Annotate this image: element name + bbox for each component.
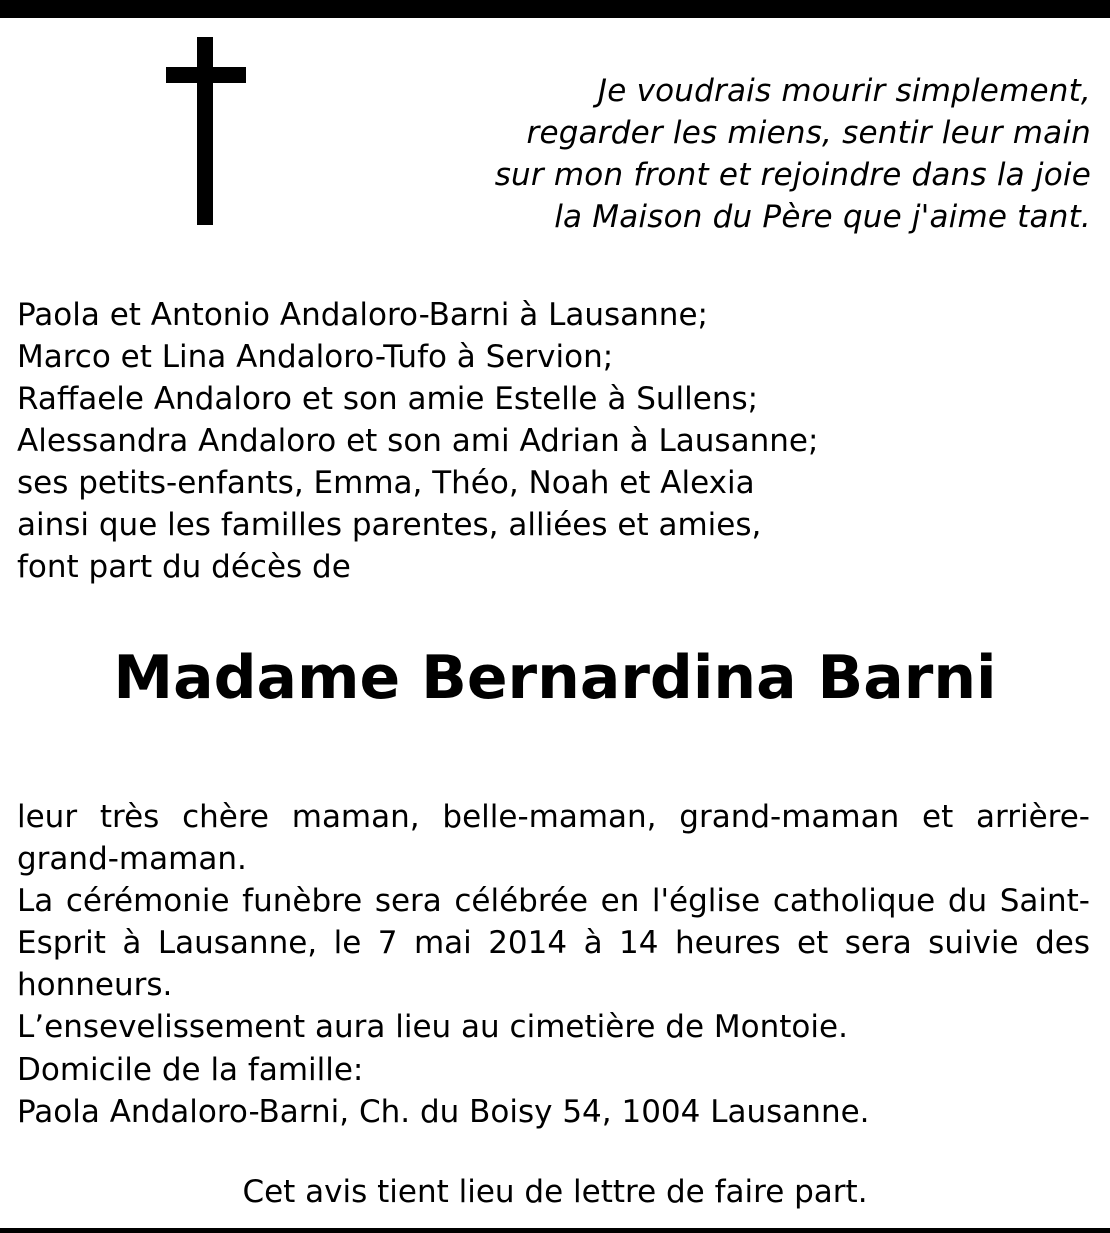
bottom-border <box>0 1228 1110 1233</box>
family-line: ses petits-enfants, Emma, Théo, Noah et Alexia <box>17 465 755 501</box>
family-line: Paola et Antonio Andaloro-Barni à Lausanne; <box>17 297 708 333</box>
family-line: Marco et Lina Andaloro-Tufo à Servion; <box>17 339 614 375</box>
family-list <box>17 294 818 588</box>
domicile-address: Paola Andaloro-Barni, Ch. du Boisy 54, 1004 Lausanne. <box>17 1094 870 1130</box>
relation-text: leur très chère maman, belle-maman, grand-maman et arrière-grand-maman. <box>17 799 1090 877</box>
family-line: Raffaele Andaloro et son amie Estelle à Sullens; <box>17 381 759 417</box>
family-line: ainsi que les familles parentes, alliées et amies, <box>17 507 762 543</box>
burial-text: L’ensevelissement aura lieu au cimetière de Montoie. <box>17 1009 848 1045</box>
cross-icon <box>166 37 246 225</box>
quote-line: sur mon front et rejoindre dans la joie <box>494 157 1091 193</box>
epigraph-quote <box>495 70 1091 238</box>
quote-line: regarder les miens, sentir leur main <box>526 115 1091 151</box>
top-border <box>0 0 1110 18</box>
family-domicile <box>17 1049 870 1133</box>
family-line: Alessandra Andaloro et son ami Adrian à Lausanne; <box>17 423 819 459</box>
domicile-label: Domicile de la famille: <box>17 1052 364 1088</box>
deceased-name: Madame Bernardina Barni <box>113 643 997 713</box>
family-line: font part du décès de <box>17 549 351 585</box>
quote-line: la Maison du Père que j'aime tant. <box>554 199 1091 235</box>
closing-note: Cet avis tient lieu de lettre de faire part. <box>242 1174 868 1210</box>
quote-line: Je voudrais mourir simplement, <box>597 73 1091 109</box>
ceremony-text: La cérémonie funèbre sera célébrée en l'église catholique du Saint-Esprit à Lausanne, le 7 mai 2014 à 14 heures et sera suivie des honneurs. <box>17 883 1090 1003</box>
announcement-body <box>17 796 1090 1048</box>
